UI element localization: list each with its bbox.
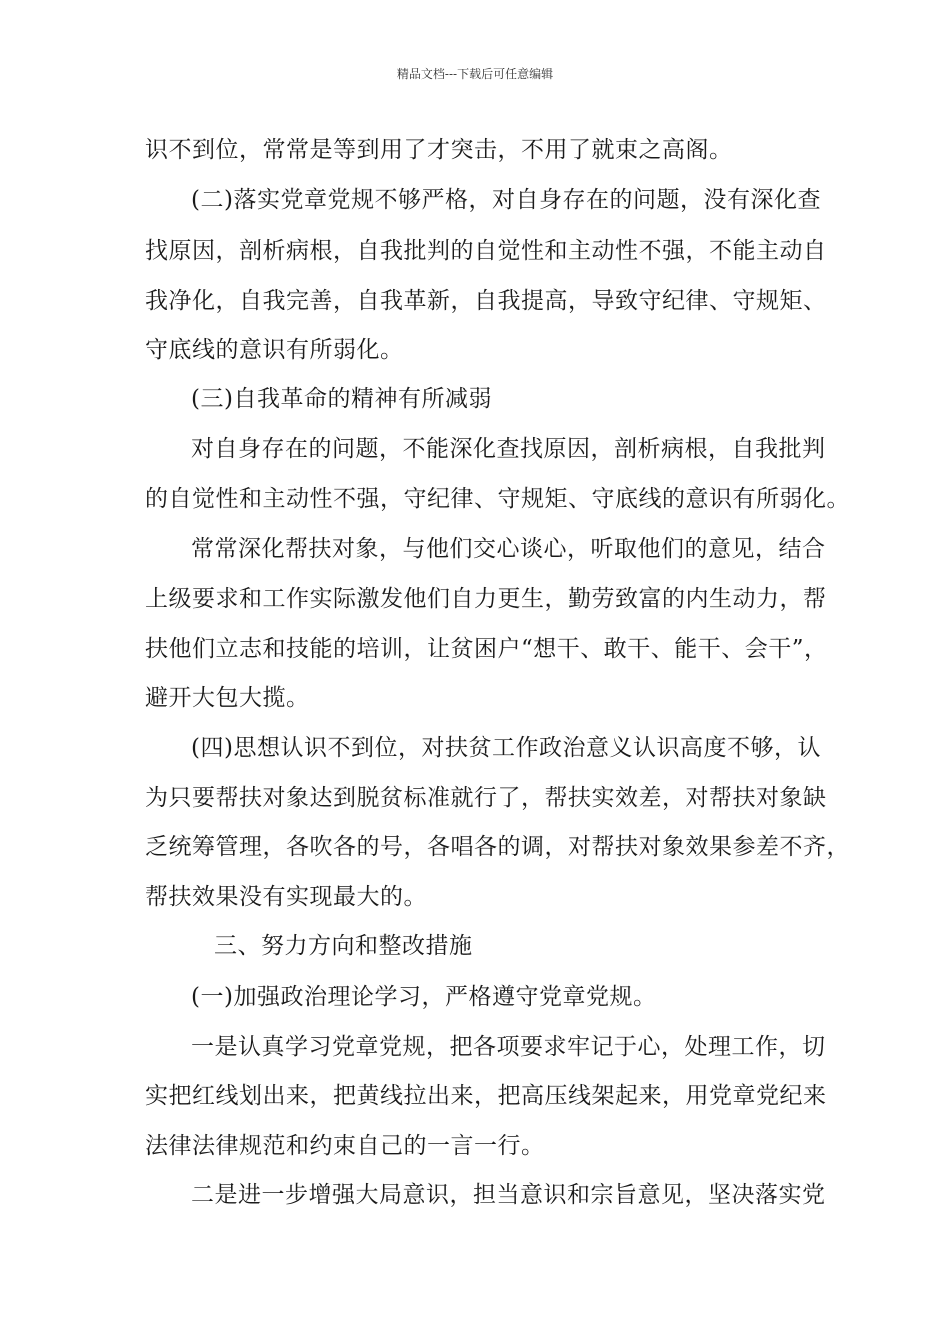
text-line: 避开大包大揽。 [145, 685, 310, 711]
text-line: 法律法律规范和约束自己的一言一行。 [145, 1133, 545, 1159]
text-line: (四)思想认识不到位，对扶贫工作政治意义认识高度不够，认 [191, 735, 821, 761]
text-line: 帮扶效果没有实现最大的。 [145, 884, 427, 910]
text-line: 上级要求和工作实际激发他们自力更生，勤劳致富的内生动力，帮 [145, 586, 827, 612]
text-line: 找原因，剖析病根，自我批判的自觉性和主动性不强，不能主动自 [145, 238, 827, 264]
text-line: 二是进一步增强大局意识，担当意识和宗旨意见，坚决落实党 [191, 1182, 826, 1208]
text-line: (一)加强政治理论学习，严格遵守党章党规。 [191, 984, 657, 1010]
text-line: 常常深化帮扶对象，与他们交心谈心，听取他们的意见，结合 [191, 536, 826, 562]
text-line: 的自觉性和主动性不强，守纪律、守规矩、守底线的意识有所弱化。 [145, 486, 850, 512]
text-line: 实把红线划出来，把黄线拉出来，把高压线架起来，用党章党纪来 [145, 1083, 827, 1109]
text-line: 扶他们立志和技能的培训，让贫困户“想干、敢干、能干、会干”， [145, 636, 828, 662]
page-header: 精品文档---下载后可任意编辑 [396, 67, 554, 81]
text-line: 对自身存在的问题，不能深化查找原因，剖析病根，自我批判 [191, 436, 826, 462]
text-line: (三)自我革命的精神有所减弱 [191, 386, 492, 412]
text-line: 乏统筹管理，各吹各的号，各唱各的调，对帮扶对象效果参差不齐， [145, 834, 850, 860]
section-heading: 三、努力方向和整改措施 [214, 933, 473, 959]
text-line: 我净化，自我完善，自我革新，自我提高，导致守纪律、守规矩、 [145, 288, 827, 314]
text-line: 一是认真学习党章党规，把各项要求牢记于心，处理工作，切 [191, 1034, 826, 1060]
text-line: 为只要帮扶对象达到脱贫标准就行了，帮扶实效差，对帮扶对象缺 [145, 785, 827, 811]
text-line: 守底线的意识有所弱化。 [145, 337, 404, 363]
text-line: 识不到位，常常是等到用了才突击，不用了就束之高阁。 [145, 137, 733, 163]
text-line: (二)落实党章党规不够严格，对自身存在的问题，没有深化查 [191, 187, 821, 213]
